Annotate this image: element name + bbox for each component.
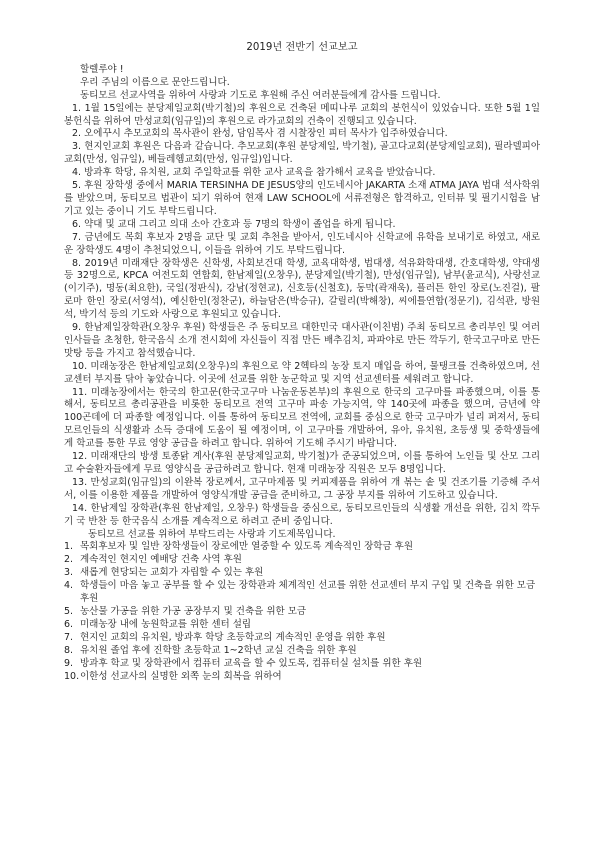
prayer-item-text: 농산물 가공을 위한 가공 공장부지 및 건축을 위한 모금: [80, 605, 307, 617]
prayer-item: [64, 567, 540, 580]
prayer-item: [64, 541, 540, 554]
prayer-item-text: 이한성 선교사의 실명한 외쪽 눈의 회복을 위하여: [80, 670, 282, 682]
prayer-item-text: 목회후보자 및 일반 장학생들이 장로에만 열중할 수 있도록 계속적인 장학금 후원: [80, 541, 414, 553]
report-paragraph: 12. 미래재단의 방생 토종닭 계사(후원 분당제일교회, 박기철)가 준공되었으며, 이를 통하여 노인들 및 산모 그리고 수술환자들에게 무료 영양식을 공급하려고 합니다. 현재 미래농장 직원은 모두 8명입니다.: [64, 451, 540, 475]
prayer-item: [64, 658, 540, 671]
prayer-item-text: 계속적인 현지인 예배당 건축 사역 후원: [80, 554, 242, 566]
report-paragraph: 13. 만성교회(임규일)의 이완복 장로께서, 고구마제품 및 커피제품을 위하여 개 볶는 솥 및 건조기를 기증해 주셔서, 이를 이용한 제품을 개발하여 영양식개발 공급을 준비하고, 그 공장 부지를 위하여 기도하고 있습니다.: [64, 476, 540, 501]
prayer-item-number: 4.: [64, 580, 74, 592]
report-paragraph: 1. 1월 15일에는 분당제일교회(박기철)의 후원으로 건축된 메띠나루 교회의 봉헌식이 있었습니다. 또한 5월 1일 봉헌식을 위하여 만성교회(임규일)의 후원으로 라가교회의 건축이 진행되고 있습니다.: [64, 102, 540, 127]
prayer-item-text: 방과후 학교 및 장학관에서 컴퓨터 교육을 할 수 있도록, 컴퓨터실 설치를 위한 후원: [80, 657, 423, 669]
prayer-item-text: 새롭게 현당되는 교회가 자립할 수 있는 후원: [80, 567, 264, 579]
prayer-item: [64, 632, 540, 645]
prayer-item-text: 유치원 졸업 후에 진학할 초등학교 1~2학년 교실 건축을 위한 후원: [80, 644, 357, 656]
report-paragraph: 할렐루야 !: [80, 63, 124, 75]
prayer-item: [64, 619, 540, 632]
prayer-item-text: 학생들이 마음 놓고 공부를 할 수 있는 장학관과 체계적인 선교를 위한 선교센터 부지 구입 및 건축을 위한 모금 후원: [80, 580, 536, 605]
prayer-item-number: 3.: [64, 567, 74, 579]
report-paragraph: 7. 금년에도 목회 후보자 2명을 교단 및 교회 추천을 받아서, 인도네시아 신학교에 유학을 보내기로 하였고, 새로운 장학생도 4명이 추천되었으니, 이들을 위하여 기도 부탁드립니다.: [64, 231, 540, 256]
report-paragraph: 4. 방과후 학당, 유치원, 교회 주일학교를 위한 교사 교육을 참가해서 교육을 받았습니다.: [72, 167, 436, 179]
report-paragraph: 6. 약대 및 교대 그리고 의대 소아 간호과 등 7명의 학생이 졸업을 하게 됩니다.: [72, 218, 396, 230]
prayer-item-number: 2.: [64, 554, 74, 566]
prayer-item-number: 9.: [64, 657, 74, 669]
page-title: 2019년 전반기 선교보고: [246, 42, 358, 53]
prayer-item-number: 1.: [64, 541, 74, 553]
prayer-item-number: 6.: [64, 618, 74, 630]
prayer-item-number: 8.: [64, 644, 74, 656]
report-paragraph: 2. 오에꾸시 추모교회의 목사관이 완성, 담임목사 겸 시찰장인 피터 목사가 입주하였습니다.: [72, 128, 448, 140]
prayer-item: [64, 671, 540, 684]
report-paragraph: 8. 2019년 미래재단 장학생은 신학생, 사회보건대 학생, 교육대학생, 법대생, 석유화학대생, 간호대학생, 약대생 등 32명으로, KPCA 여전도회 연합회, 한남제일(오창우), 분당제일(박기철), 만성(임규일), 남부(윤교식), 사랑선교(이기주), 명동(최요한), 국일(정판식), 강남(정현교), 신호등(신철호), 동막(곽재욱), 플러튼 한인 장로(노진걸), 팔로마 한인 장로(서영석), 예신한인(정찬군), 하늘담은(박승규), 갈릴리(박해창), 씨에틀연합(정문기), 김석관, 방원석, 박기석 등의 기도와 사랑으로 후원되고 있습니다.: [64, 257, 540, 321]
prayer-item: [64, 606, 540, 619]
prayer-item-number: 5.: [64, 605, 74, 617]
prayer-item: [64, 580, 540, 606]
prayer-item-text: 미래농장 내에 농원학교를 위한 센터 설립: [80, 618, 252, 630]
prayer-item-text: 현지인 교회의 유치원, 방과후 학당 초등학교의 계속적인 운영을 위한 후원: [80, 631, 386, 643]
report-paragraph: 동티모르 선교를 위하여 부탁드리는 사랑과 기도제목입니다.: [88, 528, 336, 540]
report-paragraph: 3. 현지인교회 후원은 다음과 같습니다. 추모교회(후원 분당제일, 박기철), 골고다교회(분당제일교회), 필라델피아교회(만성, 임규일), 베들레헴교회(만성, 임규일)입니다.: [64, 141, 540, 166]
report-paragraph: 9. 한남제일장학관(오창우 후원) 학생들은 주 동티모르 대한민국 대사관(이친범) 주최 동티모르 총리부인 및 여러 인사들을 초청한, 한국음식 소개 전시회에 자신들이 직접 만든 배추김치, 파파야로 만든 깍두기, 한국고구마로 만든 맛탕 등을 가지고 참석했습니다.: [64, 322, 540, 359]
report-paragraph: 동티모르 선교사역을 위하여 사랑과 기도로 후원해 주신 여러분들에게 감사를 드립니다.: [80, 89, 441, 101]
prayer-item: [64, 554, 540, 567]
prayer-item-number: 10.: [64, 670, 80, 682]
report-paragraph: 14. 한남제일 장학관(후원 한남제일, 오창우) 학생들을 중심으로, 동티모르인들의 식생활 개선을 위한, 김치 깍두기 국 반찬 등 한국음식 소개를 계속적으로 하려고 준비 중입니다.: [64, 502, 540, 527]
prayer-item: [64, 645, 540, 658]
report-paragraph: 11. 미래농장에서는 한국의 한고문(한국고구마 나눔운동본부)의 후원으로 한국의 고구마를 파종했으며, 이를 통해서, 동티모르 총리공관을 비롯한 동티모르 전역 고구마 파송 가능지역, 약 140곳에 파종을 했으며, 금년에 약 100곤데에 더 파종할 예정입니다. 이를 통하여 동티모르 전역에, 교회를 중심으로 한국 고구마가 널리 퍼져서, 동티모르인들의 식생활과 소득 증대에 도움이 될 예정이며, 이 고구마를 개발하여, 유아, 유치원, 초등생 및 중학생들에게 학교를 통한 무료 영양 공급을 하려고 합니다. 위하여 기도해 주시기 바랍니다.: [64, 386, 540, 450]
report-body: [64, 64, 540, 542]
prayer-list: [64, 541, 540, 683]
report-paragraph: 10. 미래농장은 한남제일교회(오창우)의 후원으로 약 2헥타의 농장 토지 매입을 하여, 물탱크를 건축하였으며, 선교센터 부지를 닦아 놓았습니다. 이곳에 선교를 위한 농군학교 및 지역 선교센터를 세워려고 합니다.: [64, 360, 540, 385]
report-paragraph: 우리 주님의 이름으로 문안드립니다.: [80, 76, 230, 88]
prayer-item-number: 7.: [64, 631, 74, 643]
report-paragraph: 5. 후원 장학생 중에서 MARIA TERSINHA DE JESUS양의 인도네시아 JAKARTA 소재 ATMA JAYA 법대 석사학위를 받았으며, 동티모르 법관이 되기 위하여 현재 LAW SCHOOL에 서류전형은 합격하고, 인터뷰 및 필기시험을 남기고 있는 중이니 기도 부탁드립니다.: [64, 180, 540, 217]
